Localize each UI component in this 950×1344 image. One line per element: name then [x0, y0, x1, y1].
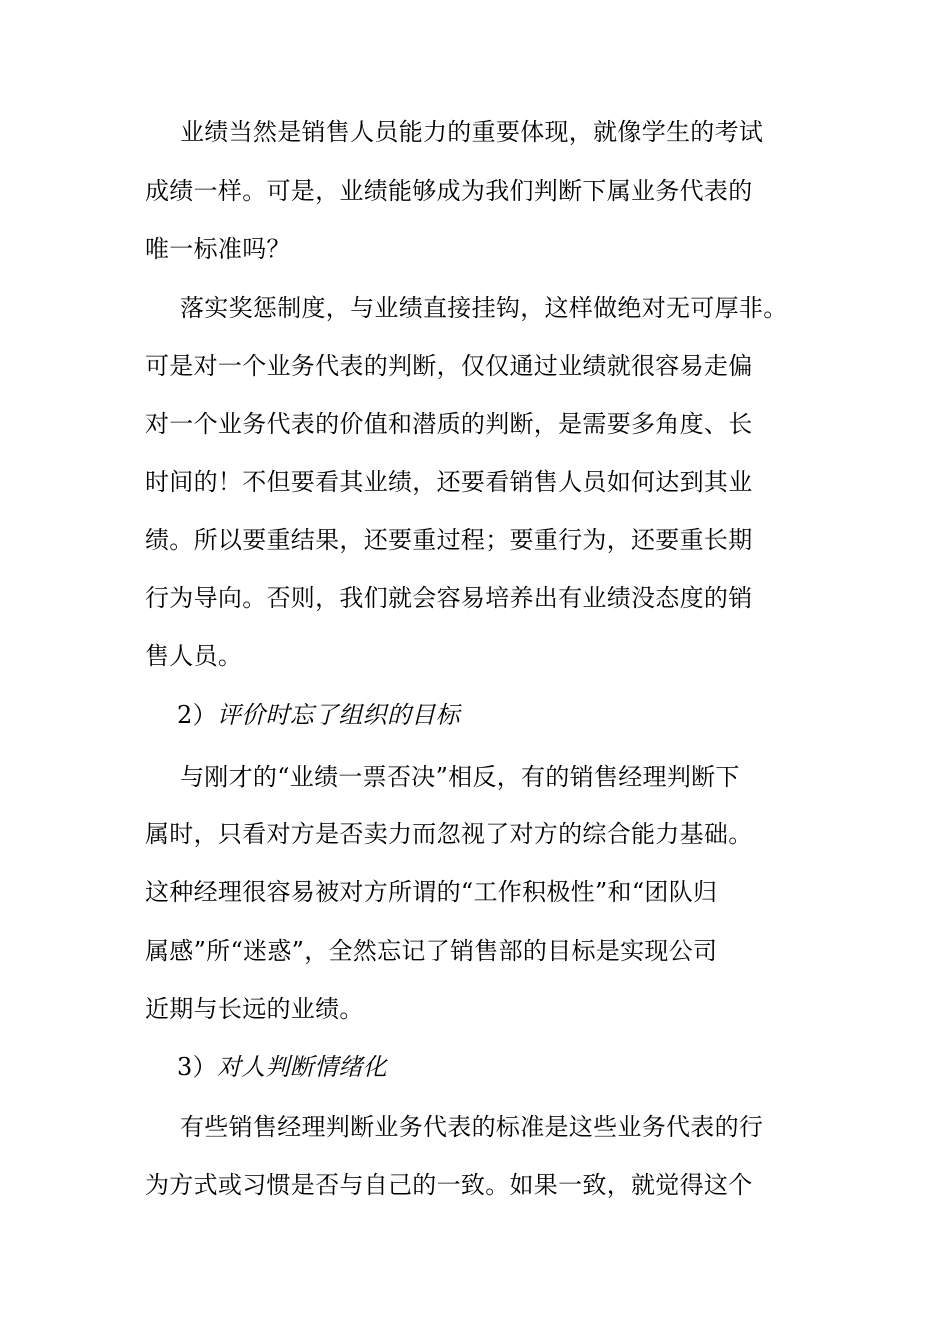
- paragraph-line: 有些销售经理判断业务代表的标准是这些业务代表的行: [180, 1113, 764, 1141]
- paragraph-line: 对一个业务代表的价值和潜质的判断，是需要多角度、长: [145, 410, 753, 438]
- heading-number: 3）: [177, 1053, 217, 1081]
- paragraph-line: 可是对一个业务代表的判断，仅仅通过业绩就很容易走偏: [145, 352, 753, 380]
- paragraph-line: 成绩一样。可是，业绩能够成为我们判断下属业务代表的: [145, 177, 753, 205]
- heading-number: 2）: [177, 701, 217, 729]
- paragraph-line: 为方式或习惯是否与自己的一致。如果一致，就觉得这个: [145, 1171, 753, 1199]
- paragraph-line: 售人员。: [145, 642, 243, 670]
- paragraph-line: 与刚才的“业绩一票否决”相反，有的销售经理判断下: [180, 763, 740, 791]
- paragraph-line: 近期与长远的业绩。: [145, 995, 364, 1023]
- paragraph-line: 绩。所以要重结果，还要重过程；要重行为，还要重长期: [145, 526, 753, 554]
- heading-title: 对人判断情绪化: [216, 1053, 387, 1081]
- paragraph-line: 时间的！不但要看其业绩，还要看销售人员如何达到其业: [145, 468, 753, 496]
- paragraph-line: 唯一标准吗？: [145, 235, 291, 263]
- section-heading: [177, 1052, 387, 1082]
- paragraph-line: 属感”所“迷惑”，全然忘记了销售部的目标是实现公司: [145, 937, 718, 965]
- paragraph-line: 属时，只看对方是否卖力而忽视了对方的综合能力基础。: [145, 820, 753, 848]
- heading-title: 评价时忘了组织的目标: [216, 701, 460, 729]
- paragraph-line: 这种经理很容易被对方所谓的“工作积极性”和“团队归: [145, 878, 718, 906]
- section-heading: [177, 700, 460, 730]
- paragraph-line: 业绩当然是销售人员能力的重要体现，就像学生的考试: [180, 118, 764, 146]
- paragraph-line: 行为导向。否则，我们就会容易培养出有业绩没态度的销: [145, 584, 753, 612]
- paragraph-line: 落实奖惩制度，与业绩直接挂钩，这样做绝对无可厚非。: [180, 294, 788, 322]
